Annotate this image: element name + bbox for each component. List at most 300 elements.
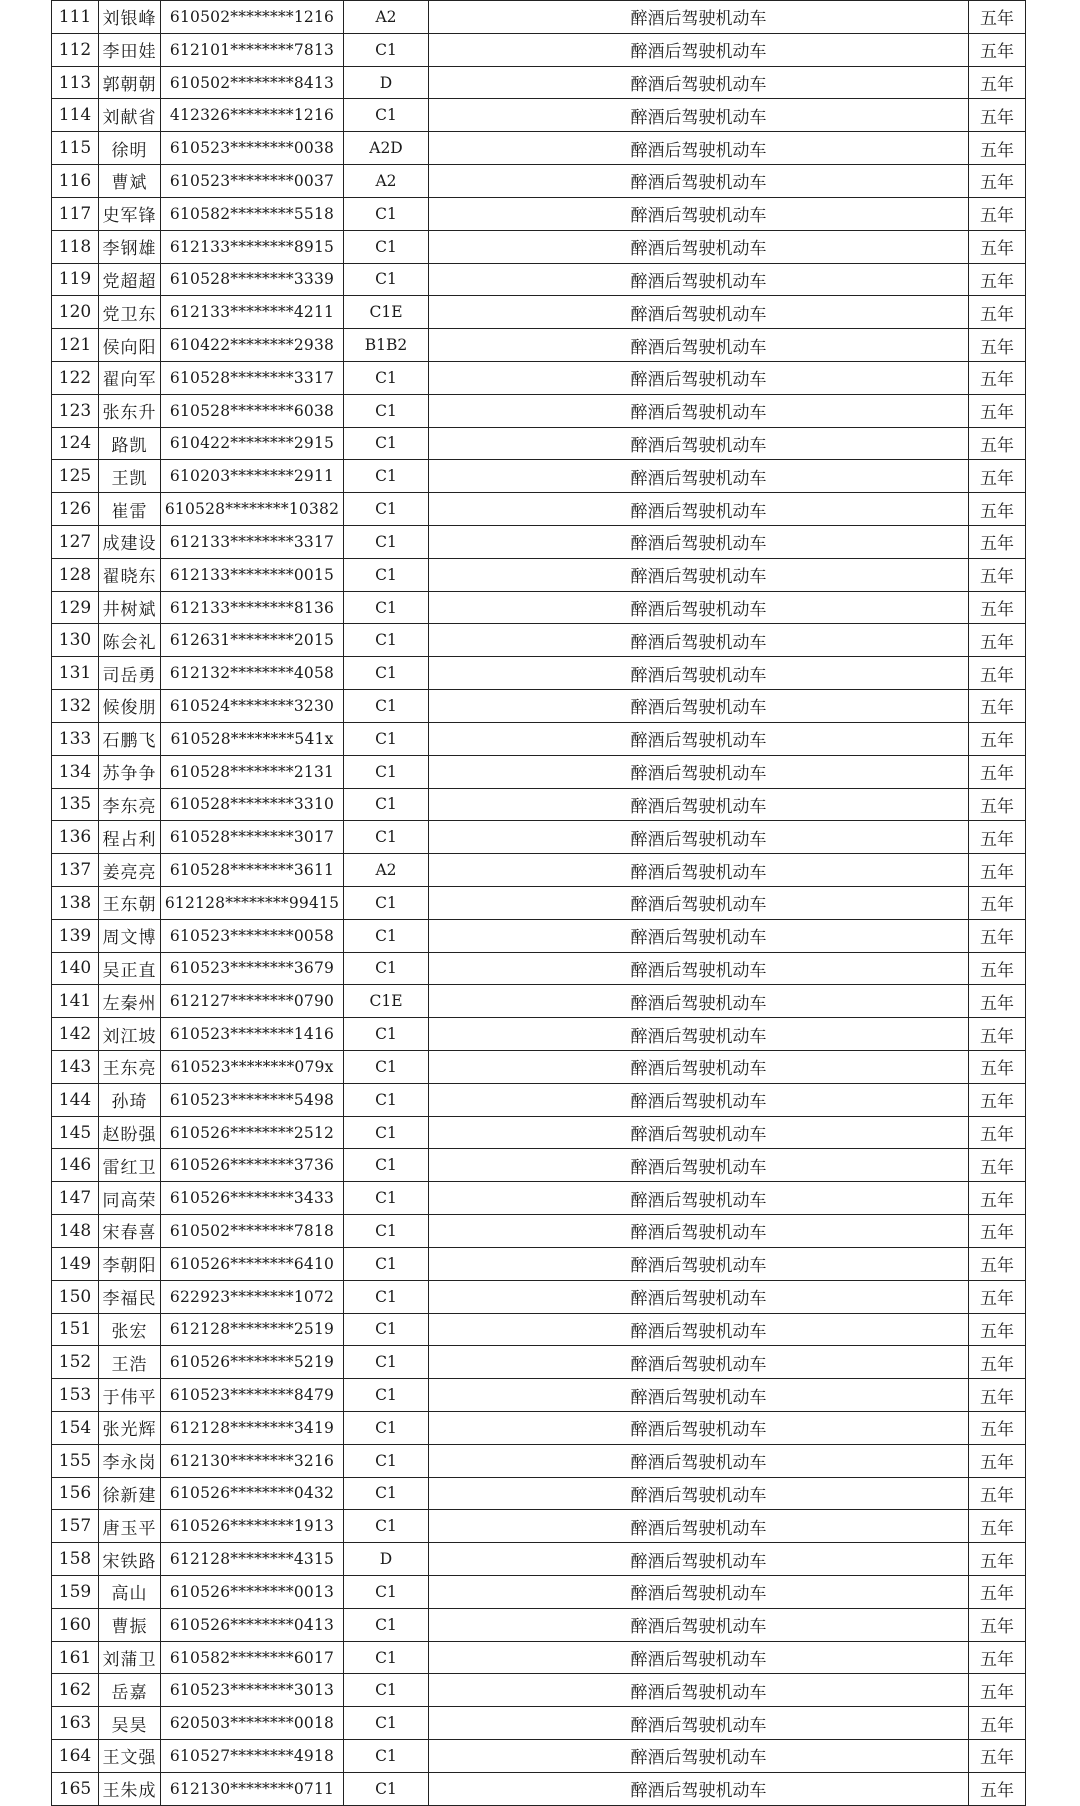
license-class-cell: C1 xyxy=(344,1477,429,1510)
driver-name-cell: 李永岗 xyxy=(99,1444,161,1477)
row-number-cell: 111 xyxy=(52,1,99,34)
violation-cell: 醉酒后驾驶机动车 xyxy=(429,427,969,460)
row-number-cell: 143 xyxy=(52,1051,99,1084)
license-class-cell: C1 xyxy=(344,1411,429,1444)
id-number-cell: 612127********0790 xyxy=(161,985,344,1018)
driver-name-cell: 翟向军 xyxy=(99,361,161,394)
row-number-cell: 125 xyxy=(52,460,99,493)
table-row xyxy=(52,66,1026,99)
duration-cell: 五年 xyxy=(969,1346,1026,1379)
row-number-cell: 152 xyxy=(52,1346,99,1379)
driver-name-cell: 李东亮 xyxy=(99,788,161,821)
id-number-cell: 612128********99415 xyxy=(161,886,344,919)
license-class-cell: C1 xyxy=(344,1346,429,1379)
row-number-cell: 157 xyxy=(52,1510,99,1543)
driver-name-cell: 王浩 xyxy=(99,1346,161,1379)
driver-name-cell: 党超超 xyxy=(99,263,161,296)
row-number-cell: 150 xyxy=(52,1280,99,1313)
license-class-cell: D xyxy=(344,1543,429,1576)
violation-cell: 醉酒后驾驶机动车 xyxy=(429,788,969,821)
violation-cell: 醉酒后驾驶机动车 xyxy=(429,1215,969,1248)
driver-name-cell: 于伟平 xyxy=(99,1379,161,1412)
duration-cell: 五年 xyxy=(969,394,1026,427)
violation-cell: 醉酒后驾驶机动车 xyxy=(429,526,969,559)
row-number-cell: 161 xyxy=(52,1641,99,1674)
row-number-cell: 146 xyxy=(52,1149,99,1182)
row-number-cell: 131 xyxy=(52,657,99,690)
duration-cell: 五年 xyxy=(969,329,1026,362)
duration-cell: 五年 xyxy=(969,526,1026,559)
row-number-cell: 114 xyxy=(52,99,99,132)
driver-name-cell: 左秦州 xyxy=(99,985,161,1018)
violation-cell: 醉酒后驾驶机动车 xyxy=(429,1018,969,1051)
id-number-cell: 610523********1416 xyxy=(161,1018,344,1051)
table-row xyxy=(52,919,1026,952)
row-number-cell: 144 xyxy=(52,1083,99,1116)
row-number-cell: 154 xyxy=(52,1411,99,1444)
driver-name-cell: 翟晓东 xyxy=(99,558,161,591)
duration-cell: 五年 xyxy=(969,755,1026,788)
row-number-cell: 121 xyxy=(52,329,99,362)
row-number-cell: 120 xyxy=(52,296,99,329)
table-row xyxy=(52,361,1026,394)
license-class-cell: C1 xyxy=(344,591,429,624)
id-number-cell: 610528********3611 xyxy=(161,854,344,887)
license-class-cell: C1E xyxy=(344,296,429,329)
driver-name-cell: 张光辉 xyxy=(99,1411,161,1444)
violation-cell: 醉酒后驾驶机动车 xyxy=(429,1641,969,1674)
violation-cell: 醉酒后驾驶机动车 xyxy=(429,821,969,854)
violation-cell: 醉酒后驾驶机动车 xyxy=(429,263,969,296)
duration-cell: 五年 xyxy=(969,1411,1026,1444)
license-class-cell: C1 xyxy=(344,394,429,427)
table-row xyxy=(52,1313,1026,1346)
table-row xyxy=(52,1346,1026,1379)
license-class-cell: A2 xyxy=(344,165,429,198)
driver-name-cell: 徐新建 xyxy=(99,1477,161,1510)
row-number-cell: 145 xyxy=(52,1116,99,1149)
row-number-cell: 165 xyxy=(52,1772,99,1805)
row-number-cell: 126 xyxy=(52,493,99,526)
violation-cell: 醉酒后驾驶机动车 xyxy=(429,165,969,198)
driver-name-cell: 刘献省 xyxy=(99,99,161,132)
id-number-cell: 610528********3017 xyxy=(161,821,344,854)
id-number-cell: 612133********8915 xyxy=(161,230,344,263)
table-row xyxy=(52,690,1026,723)
driver-name-cell: 李钢雄 xyxy=(99,230,161,263)
id-number-cell: 610526********3736 xyxy=(161,1149,344,1182)
table-row xyxy=(52,263,1026,296)
violation-cell: 醉酒后驾驶机动车 xyxy=(429,1182,969,1215)
license-class-cell: C1 xyxy=(344,1247,429,1280)
table-row xyxy=(52,1149,1026,1182)
duration-cell: 五年 xyxy=(969,132,1026,165)
license-class-cell: C1 xyxy=(344,1149,429,1182)
violation-cell: 醉酒后驾驶机动车 xyxy=(429,1247,969,1280)
violation-cell: 醉酒后驾驶机动车 xyxy=(429,1051,969,1084)
table-row xyxy=(52,788,1026,821)
table-row xyxy=(52,1083,1026,1116)
table-row xyxy=(52,558,1026,591)
violation-cell: 醉酒后驾驶机动车 xyxy=(429,1740,969,1773)
row-number-cell: 119 xyxy=(52,263,99,296)
duration-cell: 五年 xyxy=(969,1477,1026,1510)
license-class-cell: C1 xyxy=(344,952,429,985)
row-number-cell: 158 xyxy=(52,1543,99,1576)
duration-cell: 五年 xyxy=(969,99,1026,132)
license-class-cell: C1 xyxy=(344,230,429,263)
revocation-table xyxy=(51,0,1026,1806)
row-number-cell: 147 xyxy=(52,1182,99,1215)
driver-name-cell: 司岳勇 xyxy=(99,657,161,690)
id-number-cell: 610526********6410 xyxy=(161,1247,344,1280)
row-number-cell: 137 xyxy=(52,854,99,887)
row-number-cell: 124 xyxy=(52,427,99,460)
row-number-cell: 133 xyxy=(52,722,99,755)
duration-cell: 五年 xyxy=(969,296,1026,329)
driver-name-cell: 王东朝 xyxy=(99,886,161,919)
id-number-cell: 610528********2131 xyxy=(161,755,344,788)
driver-name-cell: 孙琦 xyxy=(99,1083,161,1116)
duration-cell: 五年 xyxy=(969,1247,1026,1280)
id-number-cell: 610526********0432 xyxy=(161,1477,344,1510)
id-number-cell: 612101********7813 xyxy=(161,33,344,66)
duration-cell: 五年 xyxy=(969,197,1026,230)
violation-cell: 醉酒后驾驶机动车 xyxy=(429,624,969,657)
id-number-cell: 610527********4918 xyxy=(161,1740,344,1773)
table-row xyxy=(52,296,1026,329)
table-row xyxy=(52,1247,1026,1280)
row-number-cell: 153 xyxy=(52,1379,99,1412)
duration-cell: 五年 xyxy=(969,1576,1026,1609)
license-class-cell: C1 xyxy=(344,919,429,952)
row-number-cell: 113 xyxy=(52,66,99,99)
id-number-cell: 612128********4315 xyxy=(161,1543,344,1576)
driver-name-cell: 同高荣 xyxy=(99,1182,161,1215)
row-number-cell: 115 xyxy=(52,132,99,165)
license-class-cell: C1 xyxy=(344,1674,429,1707)
id-number-cell: 612631********2015 xyxy=(161,624,344,657)
row-number-cell: 116 xyxy=(52,165,99,198)
driver-name-cell: 王文强 xyxy=(99,1740,161,1773)
table-row xyxy=(52,33,1026,66)
duration-cell: 五年 xyxy=(969,854,1026,887)
driver-name-cell: 崔雷 xyxy=(99,493,161,526)
table-row xyxy=(52,1018,1026,1051)
violation-cell: 醉酒后驾驶机动车 xyxy=(429,690,969,723)
driver-name-cell: 郭朝朝 xyxy=(99,66,161,99)
driver-name-cell: 候俊朋 xyxy=(99,690,161,723)
driver-name-cell: 雷红卫 xyxy=(99,1149,161,1182)
duration-cell: 五年 xyxy=(969,263,1026,296)
violation-cell: 醉酒后驾驶机动车 xyxy=(429,1313,969,1346)
license-class-cell: C1 xyxy=(344,886,429,919)
row-number-cell: 128 xyxy=(52,558,99,591)
license-class-cell: C1 xyxy=(344,755,429,788)
row-number-cell: 132 xyxy=(52,690,99,723)
duration-cell: 五年 xyxy=(969,33,1026,66)
id-number-cell: 610523********079x xyxy=(161,1051,344,1084)
id-number-cell: 610523********0038 xyxy=(161,132,344,165)
license-class-cell: C1 xyxy=(344,1740,429,1773)
table-row xyxy=(52,493,1026,526)
driver-name-cell: 侯向阳 xyxy=(99,329,161,362)
id-number-cell: 610502********8413 xyxy=(161,66,344,99)
license-class-cell: C1 xyxy=(344,493,429,526)
violation-cell: 醉酒后驾驶机动车 xyxy=(429,1149,969,1182)
driver-name-cell: 唐玉平 xyxy=(99,1510,161,1543)
driver-name-cell: 李田娃 xyxy=(99,33,161,66)
row-number-cell: 123 xyxy=(52,394,99,427)
row-number-cell: 140 xyxy=(52,952,99,985)
license-class-cell: C1 xyxy=(344,1215,429,1248)
violation-cell: 醉酒后驾驶机动车 xyxy=(429,919,969,952)
license-class-cell: A2D xyxy=(344,132,429,165)
driver-name-cell: 姜亮亮 xyxy=(99,854,161,887)
duration-cell: 五年 xyxy=(969,1083,1026,1116)
table-row xyxy=(52,1543,1026,1576)
duration-cell: 五年 xyxy=(969,1608,1026,1641)
id-number-cell: 610528********10382 xyxy=(161,493,344,526)
driver-name-cell: 曹振 xyxy=(99,1608,161,1641)
license-class-cell: B1B2 xyxy=(344,329,429,362)
row-number-cell: 129 xyxy=(52,591,99,624)
duration-cell: 五年 xyxy=(969,1018,1026,1051)
duration-cell: 五年 xyxy=(969,1149,1026,1182)
table-row xyxy=(52,230,1026,263)
license-class-cell: C1 xyxy=(344,1510,429,1543)
duration-cell: 五年 xyxy=(969,1215,1026,1248)
violation-cell: 醉酒后驾驶机动车 xyxy=(429,361,969,394)
violation-cell: 醉酒后驾驶机动车 xyxy=(429,329,969,362)
license-class-cell: C1 xyxy=(344,690,429,723)
duration-cell: 五年 xyxy=(969,1313,1026,1346)
duration-cell: 五年 xyxy=(969,1444,1026,1477)
table-row xyxy=(52,394,1026,427)
violation-cell: 醉酒后驾驶机动车 xyxy=(429,1510,969,1543)
license-class-cell: C1 xyxy=(344,788,429,821)
table-row xyxy=(52,1477,1026,1510)
violation-cell: 醉酒后驾驶机动车 xyxy=(429,493,969,526)
id-number-cell: 610422********2915 xyxy=(161,427,344,460)
duration-cell: 五年 xyxy=(969,1379,1026,1412)
table-row xyxy=(52,329,1026,362)
row-number-cell: 156 xyxy=(52,1477,99,1510)
violation-cell: 醉酒后驾驶机动车 xyxy=(429,1444,969,1477)
driver-name-cell: 王朱成 xyxy=(99,1772,161,1805)
table-row xyxy=(52,722,1026,755)
violation-cell: 醉酒后驾驶机动车 xyxy=(429,985,969,1018)
duration-cell: 五年 xyxy=(969,230,1026,263)
duration-cell: 五年 xyxy=(969,1,1026,34)
license-class-cell: C1 xyxy=(344,1051,429,1084)
license-class-cell: C1 xyxy=(344,1608,429,1641)
table-row xyxy=(52,1608,1026,1641)
license-class-cell: C1 xyxy=(344,33,429,66)
row-number-cell: 117 xyxy=(52,197,99,230)
driver-name-cell: 高山 xyxy=(99,1576,161,1609)
id-number-cell: 610528********541x xyxy=(161,722,344,755)
table-row xyxy=(52,99,1026,132)
table-row xyxy=(52,1280,1026,1313)
table-row xyxy=(52,427,1026,460)
license-class-cell: C1 xyxy=(344,821,429,854)
violation-cell: 醉酒后驾驶机动车 xyxy=(429,558,969,591)
driver-name-cell: 陈会礼 xyxy=(99,624,161,657)
id-number-cell: 612132********4058 xyxy=(161,657,344,690)
license-class-cell: C1 xyxy=(344,361,429,394)
violation-cell: 醉酒后驾驶机动车 xyxy=(429,197,969,230)
table-row xyxy=(52,1772,1026,1805)
violation-cell: 醉酒后驾驶机动车 xyxy=(429,1083,969,1116)
duration-cell: 五年 xyxy=(969,821,1026,854)
duration-cell: 五年 xyxy=(969,1543,1026,1576)
driver-name-cell: 宋铁路 xyxy=(99,1543,161,1576)
id-number-cell: 610523********0058 xyxy=(161,919,344,952)
license-class-cell: C1 xyxy=(344,1116,429,1149)
row-number-cell: 118 xyxy=(52,230,99,263)
duration-cell: 五年 xyxy=(969,657,1026,690)
driver-name-cell: 张宏 xyxy=(99,1313,161,1346)
violation-cell: 醉酒后驾驶机动车 xyxy=(429,1674,969,1707)
driver-name-cell: 吴昊 xyxy=(99,1707,161,1740)
license-class-cell: C1E xyxy=(344,985,429,1018)
row-number-cell: 163 xyxy=(52,1707,99,1740)
id-number-cell: 610523********0037 xyxy=(161,165,344,198)
driver-name-cell: 岳嘉 xyxy=(99,1674,161,1707)
duration-cell: 五年 xyxy=(969,427,1026,460)
duration-cell: 五年 xyxy=(969,1674,1026,1707)
row-number-cell: 112 xyxy=(52,33,99,66)
violation-cell: 醉酒后驾驶机动车 xyxy=(429,1707,969,1740)
row-number-cell: 134 xyxy=(52,755,99,788)
revocation-table-sheet xyxy=(51,0,1026,1806)
violation-cell: 醉酒后驾驶机动车 xyxy=(429,1543,969,1576)
violation-cell: 醉酒后驾驶机动车 xyxy=(429,1576,969,1609)
license-class-cell: C1 xyxy=(344,460,429,493)
id-number-cell: 610523********3013 xyxy=(161,1674,344,1707)
id-number-cell: 610528********3339 xyxy=(161,263,344,296)
table-row xyxy=(52,854,1026,887)
license-class-cell: C1 xyxy=(344,1576,429,1609)
license-class-cell: C1 xyxy=(344,1707,429,1740)
violation-cell: 醉酒后驾驶机动车 xyxy=(429,1346,969,1379)
row-number-cell: 155 xyxy=(52,1444,99,1477)
id-number-cell: 612133********0015 xyxy=(161,558,344,591)
row-number-cell: 130 xyxy=(52,624,99,657)
id-number-cell: 610203********2911 xyxy=(161,460,344,493)
id-number-cell: 610528********3310 xyxy=(161,788,344,821)
id-number-cell: 610526********0413 xyxy=(161,1608,344,1641)
violation-cell: 醉酒后驾驶机动车 xyxy=(429,99,969,132)
driver-name-cell: 徐明 xyxy=(99,132,161,165)
violation-cell: 醉酒后驾驶机动车 xyxy=(429,66,969,99)
violation-cell: 醉酒后驾驶机动车 xyxy=(429,132,969,165)
violation-cell: 醉酒后驾驶机动车 xyxy=(429,722,969,755)
table-row xyxy=(52,1411,1026,1444)
table-row xyxy=(52,165,1026,198)
row-number-cell: 160 xyxy=(52,1608,99,1641)
driver-name-cell: 周文博 xyxy=(99,919,161,952)
table-row xyxy=(52,1576,1026,1609)
duration-cell: 五年 xyxy=(969,919,1026,952)
id-number-cell: 612133********3317 xyxy=(161,526,344,559)
row-number-cell: 159 xyxy=(52,1576,99,1609)
duration-cell: 五年 xyxy=(969,1510,1026,1543)
id-number-cell: 612128********2519 xyxy=(161,1313,344,1346)
table-row xyxy=(52,985,1026,1018)
driver-name-cell: 李朝阳 xyxy=(99,1247,161,1280)
id-number-cell: 610502********1216 xyxy=(161,1,344,34)
duration-cell: 五年 xyxy=(969,624,1026,657)
row-number-cell: 136 xyxy=(52,821,99,854)
driver-name-cell: 赵盼强 xyxy=(99,1116,161,1149)
table-row xyxy=(52,1116,1026,1149)
violation-cell: 醉酒后驾驶机动车 xyxy=(429,394,969,427)
table-row xyxy=(52,1379,1026,1412)
row-number-cell: 151 xyxy=(52,1313,99,1346)
id-number-cell: 610528********6038 xyxy=(161,394,344,427)
table-row xyxy=(52,657,1026,690)
violation-cell: 醉酒后驾驶机动车 xyxy=(429,1477,969,1510)
driver-name-cell: 王东亮 xyxy=(99,1051,161,1084)
table-row xyxy=(52,1740,1026,1773)
violation-cell: 醉酒后驾驶机动车 xyxy=(429,1116,969,1149)
table-row xyxy=(52,1215,1026,1248)
duration-cell: 五年 xyxy=(969,985,1026,1018)
driver-name-cell: 路凯 xyxy=(99,427,161,460)
table-row xyxy=(52,624,1026,657)
duration-cell: 五年 xyxy=(969,952,1026,985)
id-number-cell: 610523********5498 xyxy=(161,1083,344,1116)
duration-cell: 五年 xyxy=(969,886,1026,919)
license-class-cell: A2 xyxy=(344,854,429,887)
row-number-cell: 142 xyxy=(52,1018,99,1051)
driver-name-cell: 李福民 xyxy=(99,1280,161,1313)
duration-cell: 五年 xyxy=(969,66,1026,99)
violation-cell: 醉酒后驾驶机动车 xyxy=(429,1608,969,1641)
license-class-cell: C1 xyxy=(344,427,429,460)
table-row xyxy=(52,460,1026,493)
violation-cell: 醉酒后驾驶机动车 xyxy=(429,1280,969,1313)
driver-name-cell: 曹斌 xyxy=(99,165,161,198)
license-class-cell: C1 xyxy=(344,263,429,296)
row-number-cell: 164 xyxy=(52,1740,99,1773)
duration-cell: 五年 xyxy=(969,1116,1026,1149)
duration-cell: 五年 xyxy=(969,1051,1026,1084)
driver-name-cell: 刘蒲卫 xyxy=(99,1641,161,1674)
driver-name-cell: 宋春喜 xyxy=(99,1215,161,1248)
id-number-cell: 610582********5518 xyxy=(161,197,344,230)
license-class-cell: A2 xyxy=(344,1,429,34)
license-class-cell: C1 xyxy=(344,1313,429,1346)
duration-cell: 五年 xyxy=(969,690,1026,723)
driver-name-cell: 刘江坡 xyxy=(99,1018,161,1051)
violation-cell: 醉酒后驾驶机动车 xyxy=(429,230,969,263)
driver-name-cell: 石鹏飞 xyxy=(99,722,161,755)
driver-name-cell: 苏争争 xyxy=(99,755,161,788)
row-number-cell: 135 xyxy=(52,788,99,821)
id-number-cell: 612128********3419 xyxy=(161,1411,344,1444)
table-row xyxy=(52,821,1026,854)
license-class-cell: C1 xyxy=(344,1083,429,1116)
duration-cell: 五年 xyxy=(969,1772,1026,1805)
driver-name-cell: 井树斌 xyxy=(99,591,161,624)
driver-name-cell: 吴正直 xyxy=(99,952,161,985)
license-class-cell: C1 xyxy=(344,1182,429,1215)
id-number-cell: 610526********1913 xyxy=(161,1510,344,1543)
row-number-cell: 148 xyxy=(52,1215,99,1248)
